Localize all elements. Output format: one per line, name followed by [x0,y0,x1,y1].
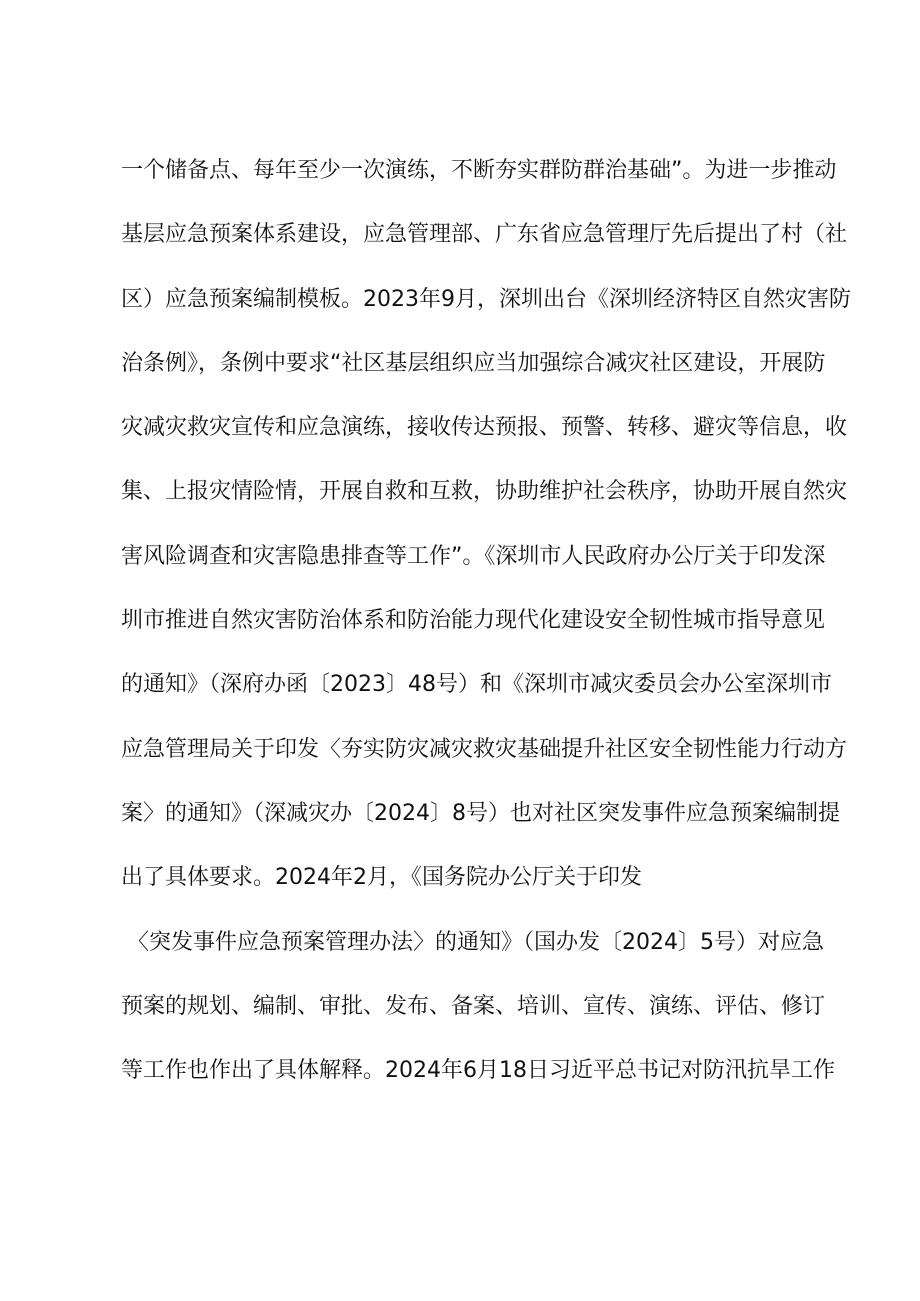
text-line: 圳市推进自然灾害防治体系和防治能力现代化建设安全韧性城市指导意见 [121,608,826,634]
text-line: 〈突发事件应急预案管理办法〉的通知》（国办发〔2024〕5号）对应急 [127,929,824,955]
text-line: 应急管理局关于印发〈夯实防灾减灾救灾基础提升社区安全韧性能力行动方 [121,736,848,762]
text-line: 出了具体要求。2024年2月，《国务院办公厅关于印发 [121,865,642,891]
text-line: 集、上报灾情险情，开展自救和互救，协助维护社会秩序，协助开展自然灾 [121,479,848,505]
text-line: 的通知》（深府办函〔2023〕48号）和《深圳市减灾委员会办公室深圳市 [121,672,832,698]
text-line: 预案的规划、编制、审批、发布、备案、培训、宣传、演练、评估、修订 [121,993,826,1019]
text-line: 基层应急预案体系建设，应急管理部、广东省应急管理厅先后提出了村（社 [121,222,848,248]
text-line: 等工作也作出了具体解释。2024年6月18日习近平总书记对防汛抗旱工作 [121,1058,835,1084]
text-line: 案〉的通知》（深减灾办〔2024〕8号）也对社区突发事件应急预案编制提 [121,800,840,826]
text-line: 治条例》，条例中要求“社区基层组织应当加强综合减灾社区建设，开展防 [121,350,826,376]
text-line: 灾减灾救灾宣传和应急演练，接收传达预报、预警、转移、避灾等信息，收 [121,415,848,441]
text-line: 害风险调查和灾害隐患排查等工作”。《深圳市人民政府办公厅关于印发深 [121,543,826,569]
text-line: 区）应急预案编制模板。2023年9月，深圳出台《深圳经济特区自然灾害防 [121,286,851,312]
body-paragraph [121,150,851,1114]
text-line: 一个储备点、每年至少一次演练，不断夯实群防群治基础”。为进一步推动 [121,158,837,183]
